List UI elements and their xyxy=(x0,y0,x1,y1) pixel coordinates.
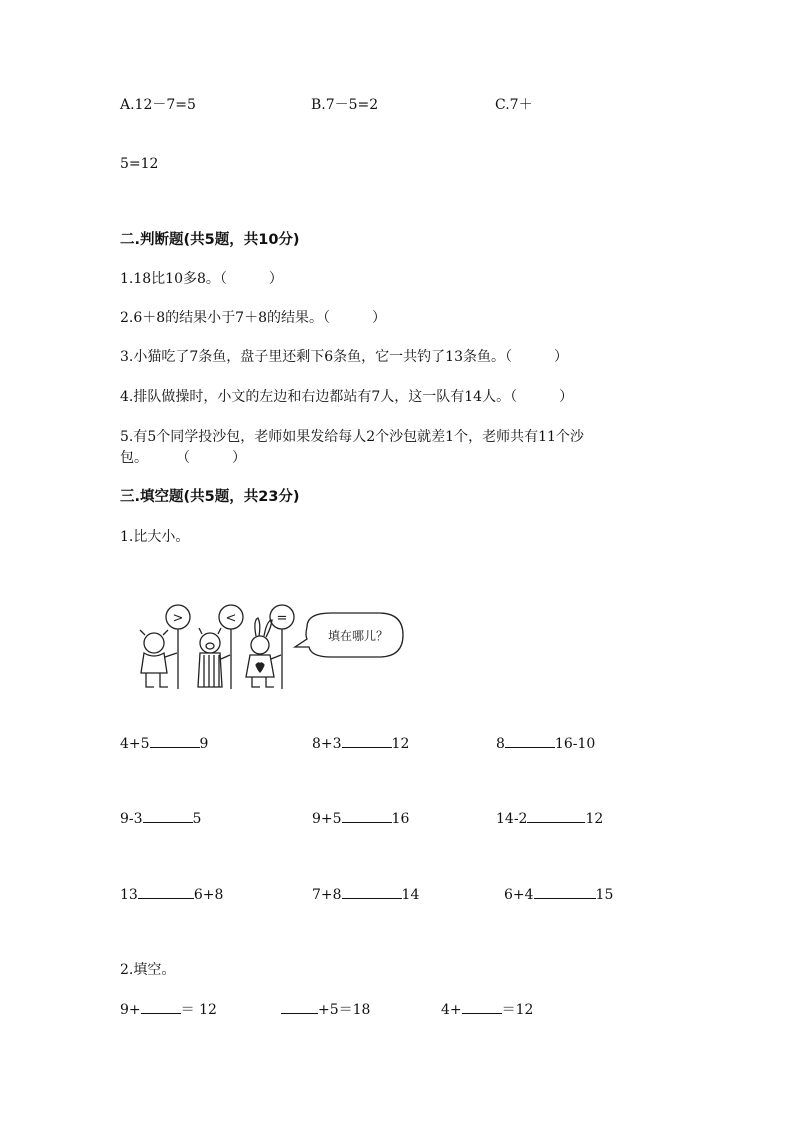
compare-item: 7+8 14 xyxy=(312,887,420,903)
judge-item-1: 1.18比10多8。（ ） xyxy=(120,271,283,287)
answer-blank[interactable] xyxy=(527,821,585,823)
answer-blank[interactable] xyxy=(342,821,392,823)
answer-blank[interactable] xyxy=(150,746,200,748)
judge-item-5: 5.有5个同学投沙包，老师如果发给每人2个沙包就差1个，老师共有11个沙 xyxy=(120,429,584,445)
section-2-title: 二.判断题(共5题，共10分) xyxy=(120,232,300,248)
answer-blank[interactable] xyxy=(143,821,193,823)
compare-item: 13 6+8 xyxy=(120,887,224,903)
compare-item: 8+3 12 xyxy=(312,736,410,752)
answer-blank[interactable] xyxy=(505,746,555,748)
compare-item: 9-3 5 xyxy=(120,811,202,827)
fill-q1-label: 1.比大小。 xyxy=(120,529,190,545)
animals-with-signs-image xyxy=(132,597,412,693)
answer-blank[interactable] xyxy=(342,746,392,748)
option-c: C.7＋ xyxy=(495,97,533,113)
compare-item: 14-2 12 xyxy=(496,811,604,827)
judge-item-2: 2.6＋8的结果小于7＋8的结果。（ ） xyxy=(120,310,386,326)
judge-item-3: 3.小猫吃了7条鱼，盘子里还剩下6条鱼，它一共钓了13条鱼。（ ） xyxy=(120,349,568,365)
compare-item: 8 16-10 xyxy=(496,736,596,752)
judge-item-5-continued: 包。 （ ） xyxy=(120,450,246,466)
option-b: B.7－5=2 xyxy=(311,97,379,113)
compare-item: 4+5 9 xyxy=(120,736,209,752)
answer-blank[interactable] xyxy=(342,897,402,899)
sign-less: < xyxy=(225,611,237,626)
sign-equal: = xyxy=(276,611,288,626)
fill-q2-label: 2.填空。 xyxy=(120,962,176,978)
fill-item: 9+ ＝ 12 xyxy=(120,1002,217,1018)
compare-item: 9+5 16 xyxy=(312,811,410,827)
option-a: A.12－7=5 xyxy=(120,97,196,113)
answer-blank[interactable] xyxy=(281,1012,318,1014)
fill-item: +5＝18 xyxy=(281,1003,370,1017)
section-3-title: 三.填空题(共5题，共23分) xyxy=(120,489,300,505)
speech-bubble-text: 填在哪儿？ xyxy=(327,629,389,643)
sign-greater: > xyxy=(172,611,184,626)
fill-item: 4+ ＝12 xyxy=(441,1002,534,1018)
compare-signs-illustration xyxy=(132,597,412,693)
judge-item-4: 4.排队做操时，小文的左边和右边都站有7人，这一队有14人。（ ） xyxy=(120,389,574,405)
answer-blank[interactable] xyxy=(141,1012,181,1014)
answer-blank[interactable] xyxy=(138,897,194,899)
answer-blank[interactable] xyxy=(462,1012,502,1014)
option-c-continued: 5=12 xyxy=(120,156,159,172)
compare-item: 6+4 15 xyxy=(504,887,614,903)
answer-blank[interactable] xyxy=(534,897,596,899)
